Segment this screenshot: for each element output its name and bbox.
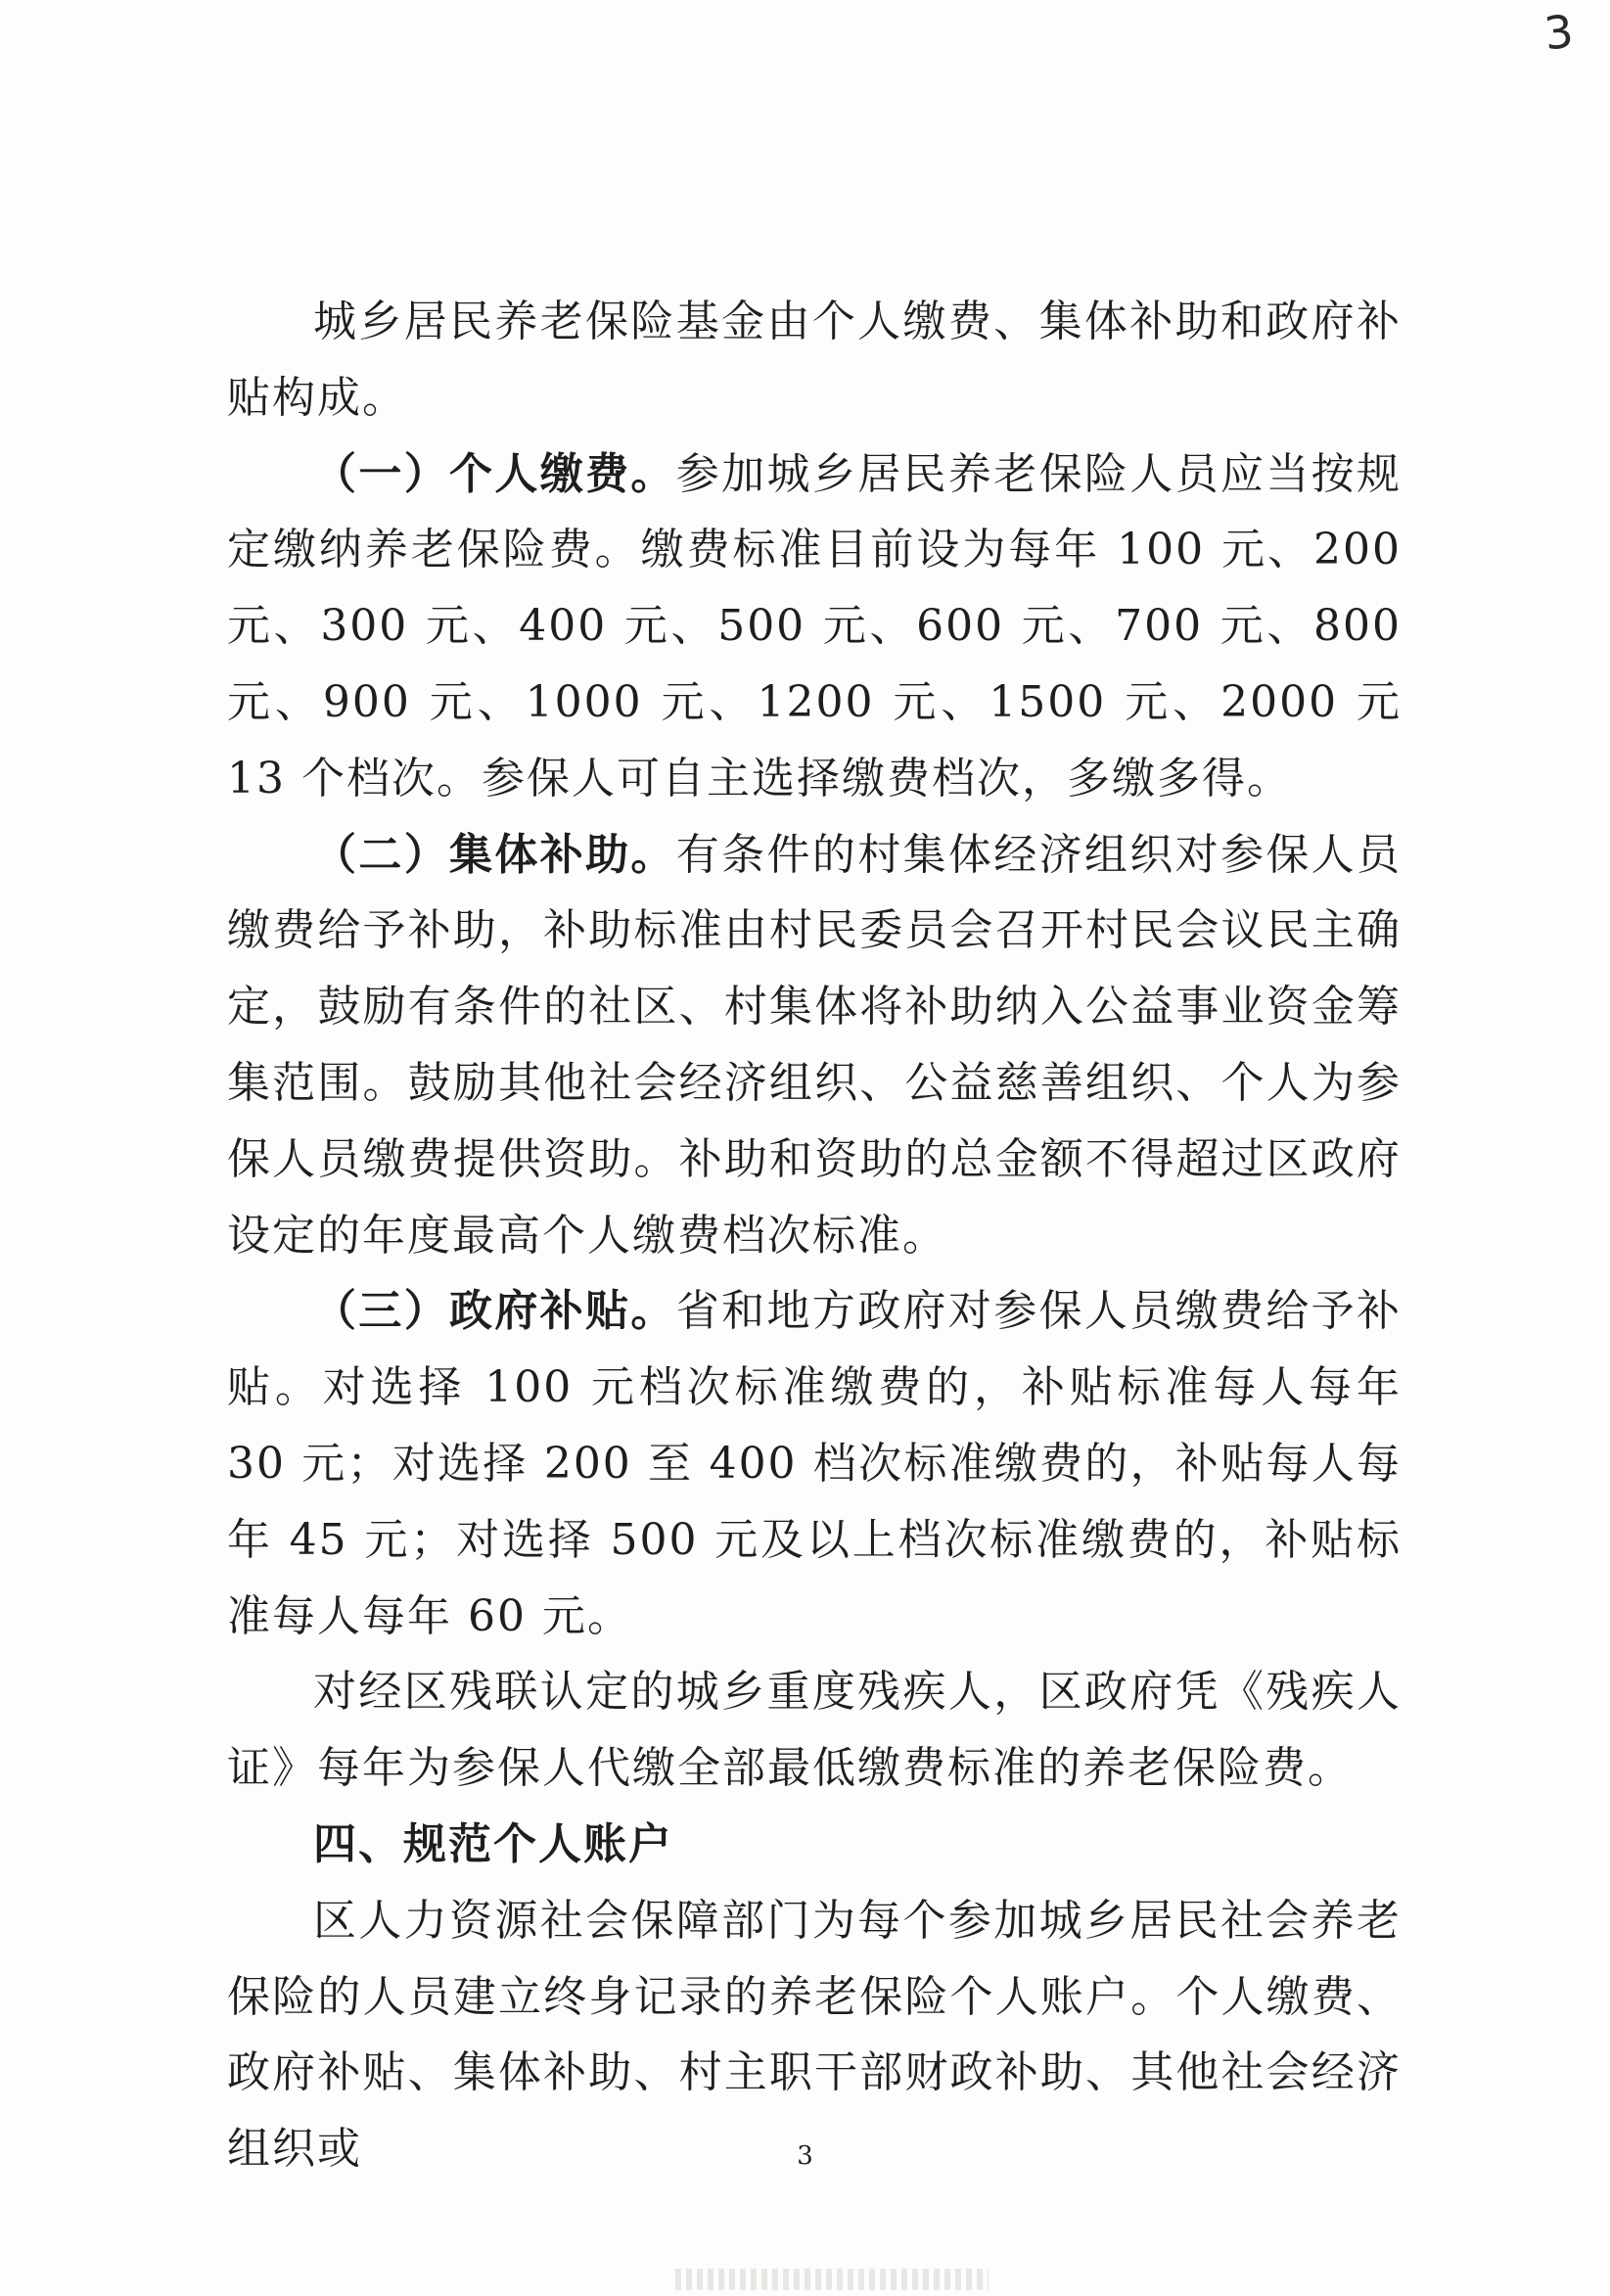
paragraph-individual-contribution <box>227 436 1402 817</box>
scan-artifact <box>675 2269 989 2290</box>
paragraph-text: 城乡居民养老保险基金由个人缴费、集体补助和政府补贴构成。 <box>227 297 1402 423</box>
paragraph-text: 对经区残联认定的城乡重度残疾人，区政府凭《残疾人证》每年为参保人代缴全部最低缴费标准的养老保险费。 <box>227 1667 1402 1794</box>
paragraph-disabled-persons <box>227 1654 1402 1807</box>
paragraph-lead: （三）政府补贴。 <box>313 1286 676 1337</box>
paragraph-government-subsidy <box>227 1273 1402 1654</box>
paragraph-personal-account: 区人力资源社会保障部门为每个参加城乡居民社会养老保险的人员建立终身记录的养老保险个人账户。个人缴费、政府补贴、集体补助、村主职干部财政补助、其他社会经济组织或 <box>227 1895 1402 2175</box>
paragraph-collective-subsidy <box>227 817 1402 1274</box>
paragraph-lead: （二）集体补助。 <box>313 829 676 880</box>
document-body <box>227 284 1402 2187</box>
paragraph-text: 省和地方政府对参保人员缴费给予补贴。对选择 100 元档次标准缴费的，补贴标准每人每年 30 元；对选择 200 至 400 档次标准缴费的，补贴每人每年 45 元；对选择 500 元及以上档次标准缴费的，补贴标准每人每年 60 元。 <box>227 1286 1403 1641</box>
paragraph-fund-composition <box>227 284 1402 436</box>
page-number: 3 <box>797 2141 813 2171</box>
section-heading: 四、规范个人账户 <box>313 1818 673 1869</box>
paragraph-lead: （一）个人缴费。 <box>313 448 676 499</box>
paragraph-text: 有条件的村集体经济组织对参保人员缴费给予补助，补助标准由村民委员会召开村民会议民主确定，鼓励有条件的社区、村集体将补助纳入公益事业资金筹集范围。鼓励其他社会经济组织、公益慈善组织、个人为参保人员缴费提供资助。补助和资助的总金额不得超过区政府设定的年度最高个人缴费档次标准。 <box>227 829 1403 1261</box>
handwritten-page-mark: 3 <box>1541 4 1576 61</box>
paragraph-text: 参加城乡居民养老保险人员应当按规定缴纳养老保险费。缴费标准目前设为每年 100 元、200 元、300 元、400 元、500 元、600 元、700 元、800 元、900 元、1000 元、1200 元、1500 元、2000 元 13 个档次。参保人可自主选择缴费档次，多缴多得。 <box>227 448 1403 804</box>
